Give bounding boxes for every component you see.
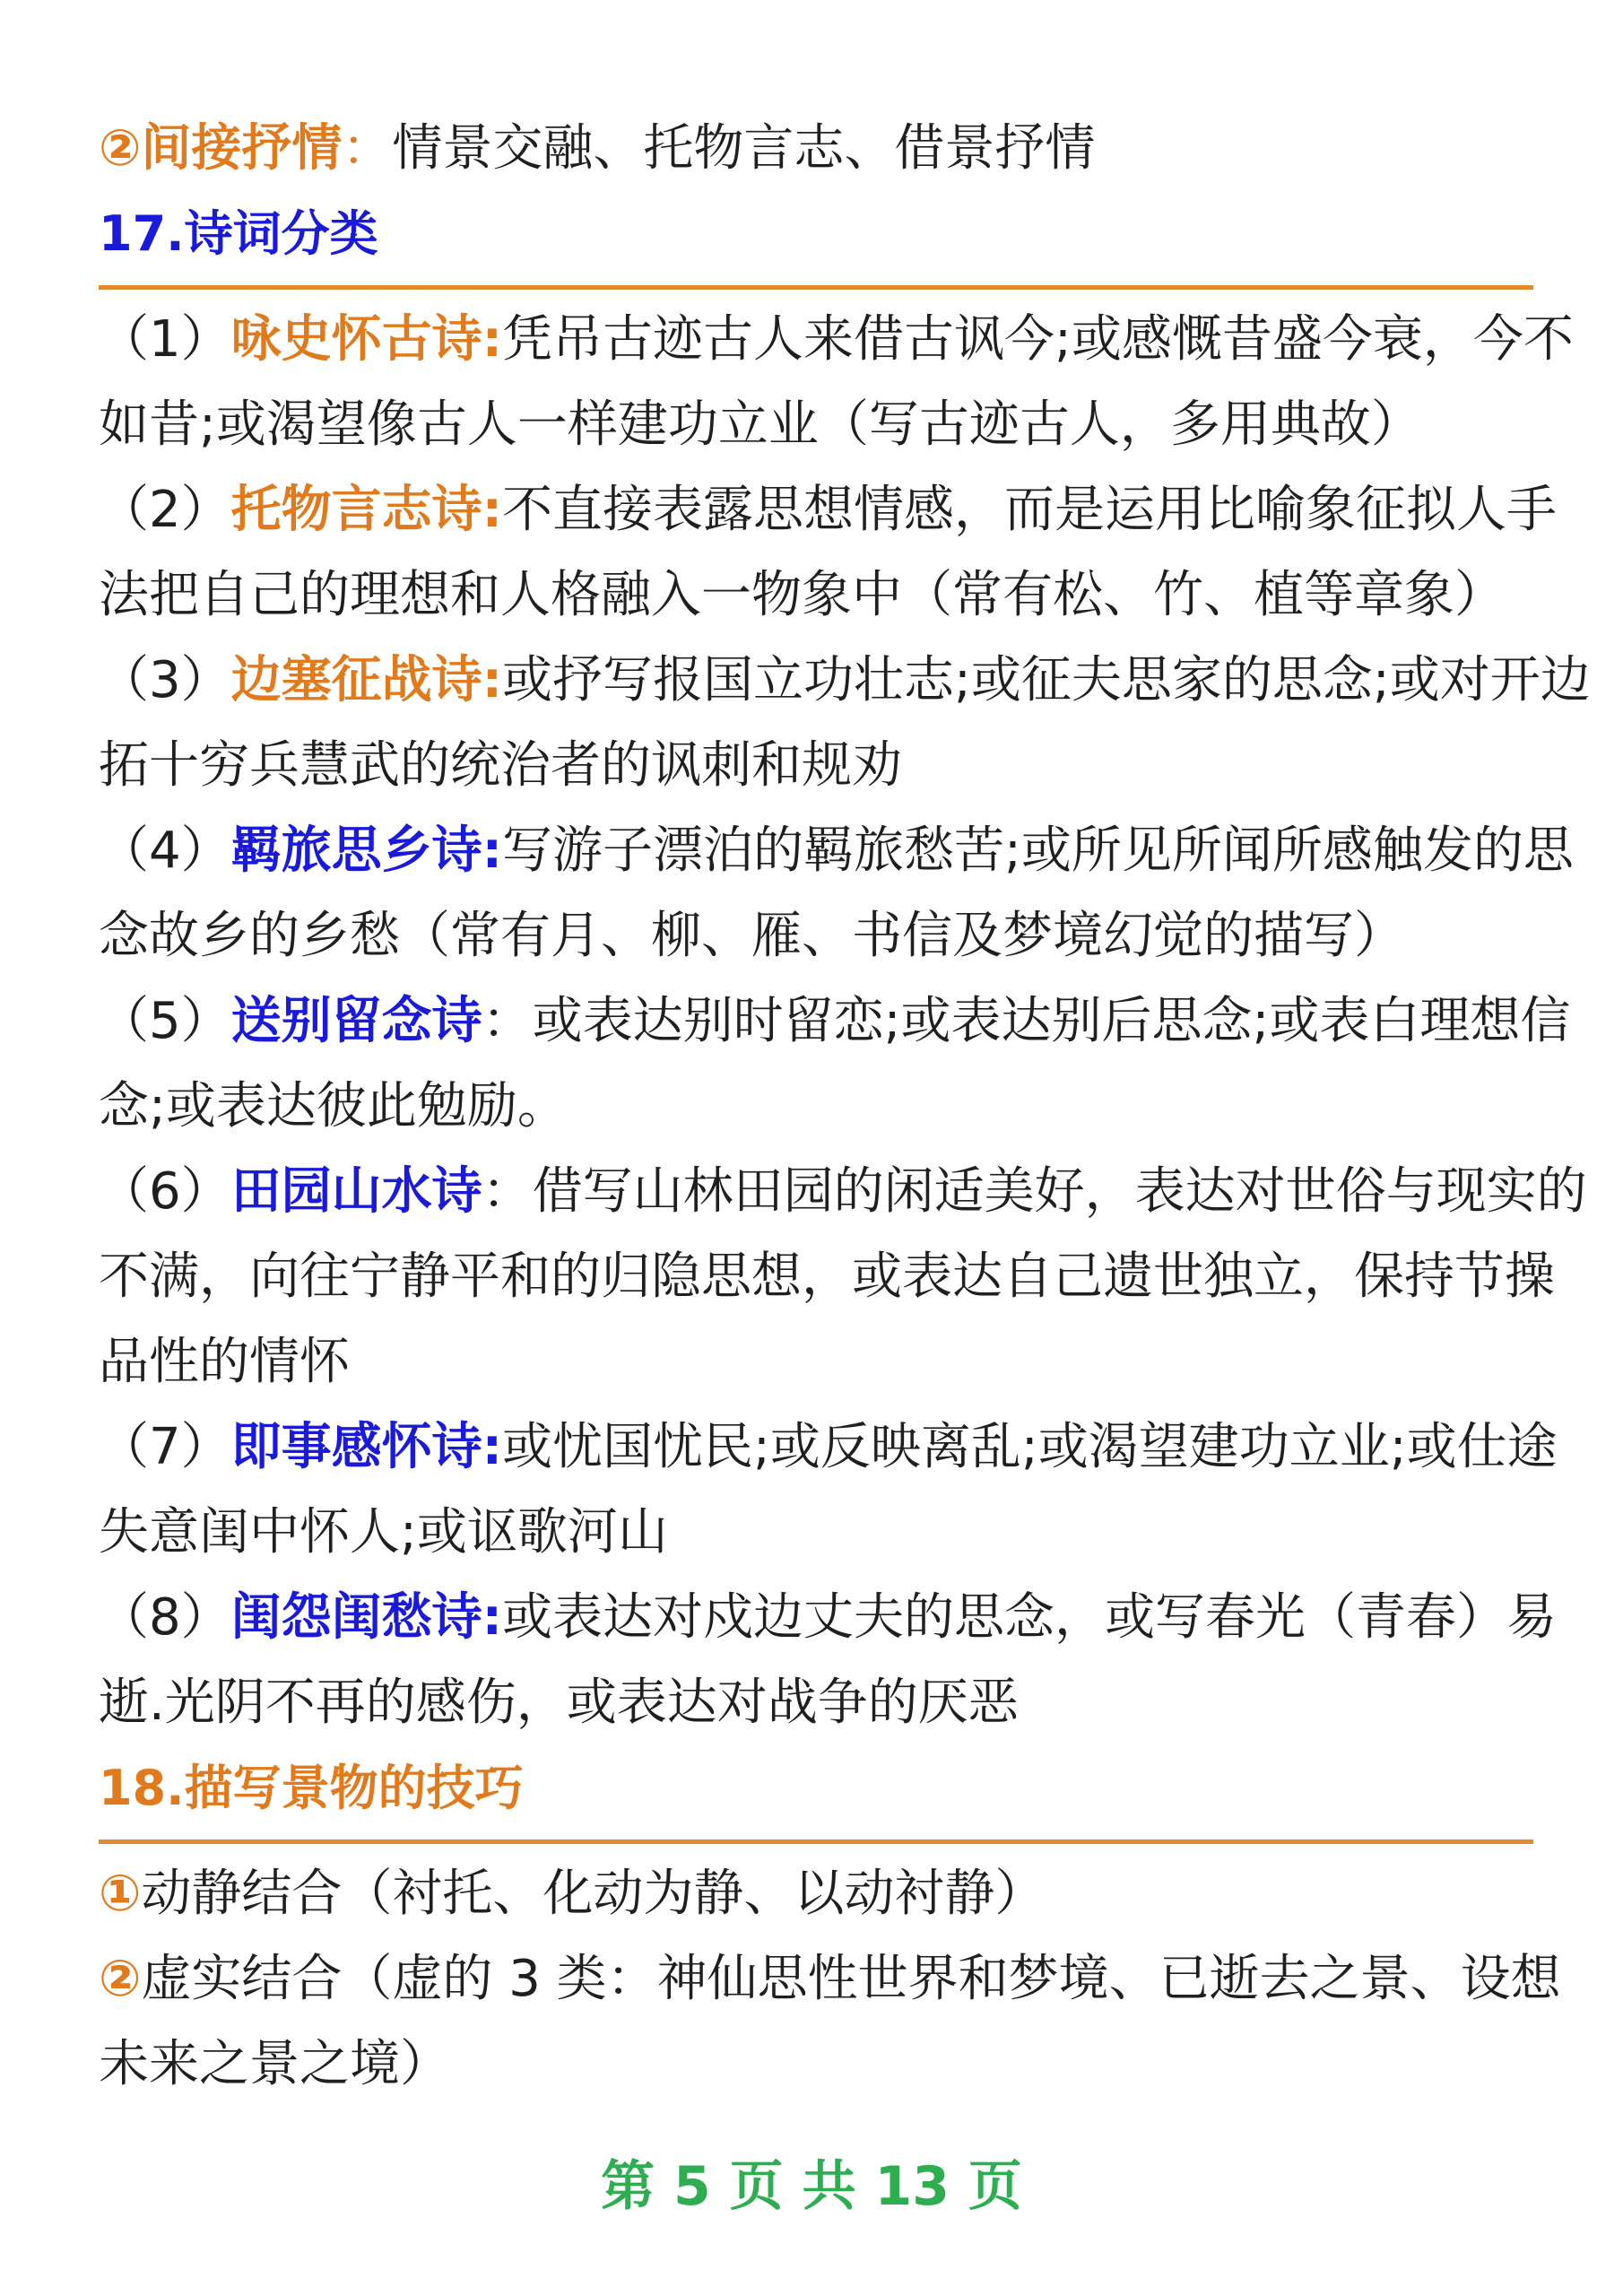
category-description-continued: 念故乡的乡愁（常有月、柳、雁、书信及梦境幻觉的描写） — [99, 907, 1404, 965]
category-description-continued: 如昔;或渴望像古人一样建功立业（写古迹古人，多用典故） — [99, 396, 1421, 454]
item-number: （8） — [99, 1588, 231, 1647]
technique-line — [99, 2022, 1533, 2107]
category-term: 闺怨闺愁诗: — [230, 1588, 503, 1647]
category-item-line — [99, 1149, 1587, 1234]
category-term: 羁旅思乡诗: — [230, 822, 503, 880]
technique-marker: ② — [99, 1950, 142, 2008]
category-description-continued: 逝.光阴不再的感伤，或表达对战争的厌恶 — [99, 1674, 1019, 1732]
category-description: 写游子漂泊的羁旅愁苦;或所见所闻所感触发的思 — [502, 822, 1574, 880]
technique-text: 动静结合（衬托、化动为静、以动衬静） — [141, 1865, 1046, 1923]
category-term: 田园山水诗 — [230, 1162, 482, 1221]
category-description: 或表达对戍边丈夫的思念，或写春光（青春）易 — [502, 1588, 1558, 1647]
category-item-line — [99, 297, 1574, 382]
item-number: （1） — [99, 310, 231, 369]
category-item-line — [99, 978, 1571, 1064]
category-description: 或忧国忧民;或反映离乱;或渴望建功立业;或仕途 — [502, 1418, 1558, 1476]
category-term: 送别留念诗 — [230, 992, 482, 1050]
category-description: ：或表达别时留恋;或表达别后思念;或表白理想信 — [482, 992, 1571, 1050]
category-term: 咏史怀古诗: — [230, 310, 503, 369]
page-number-footer: 第 5 页 共 13 页 — [601, 2155, 1022, 2218]
category-description-continued: 不满，向往宁静平和的归隐思想，或表达自己遗世独立，保持节操 — [99, 1248, 1555, 1306]
intro-text: 情景交融、托物言志、借景抒情 — [392, 119, 1096, 178]
technique-line — [99, 1851, 1533, 1936]
item-number: （4） — [99, 822, 231, 880]
technique-line — [99, 1936, 1561, 2022]
category-description-continued: 法把自己的理想和人格融入一物象中（常有松、竹、植等章象） — [99, 566, 1505, 624]
item-number: （2） — [99, 481, 231, 539]
category-description-continued: 品性的情怀 — [99, 1333, 350, 1391]
category-item-line — [99, 1405, 1558, 1490]
category-description: 凭吊古迹古人来借古讽今;或感慨昔盛今衰，今不 — [502, 310, 1574, 369]
technique-text: 未来之景之境） — [99, 2035, 450, 2093]
scenery-technique-list — [99, 1851, 1561, 2107]
category-description: ：借写山林田园的闲适美好，表达对世俗与现实的 — [482, 1162, 1587, 1221]
poetry-category-list — [99, 297, 1591, 1745]
category-description-continued: 失意闺中怀人;或讴歌河山 — [99, 1503, 668, 1561]
item-number: （6） — [99, 1162, 231, 1221]
section-18-heading: 18.描写景物的技巧 — [99, 1760, 524, 1816]
section-18-divider — [99, 1839, 1533, 1844]
intro-separator: ： — [342, 119, 393, 178]
technique-text: 虚实结合（虚的 3 类：神仙思性世界和梦境、已逝去之景、设想 — [141, 1950, 1561, 2008]
intro-term: 间接抒情 — [141, 119, 343, 178]
document-page — [99, 106, 1591, 2107]
category-item-line — [99, 808, 1574, 893]
item-number: （3） — [99, 651, 231, 709]
category-description: 或抒写报国立功壮志;或征夫思家的思念;或对开边 — [502, 651, 1591, 709]
indirect-lyric-line — [99, 106, 1533, 191]
category-term: 即事感怀诗: — [230, 1418, 503, 1476]
category-description-continued: 拓十穷兵慧武的统治者的讽刺和规劝 — [99, 736, 902, 795]
item-number: （5） — [99, 992, 231, 1050]
category-item-line — [99, 638, 1591, 723]
category-term: 边塞征战诗: — [230, 651, 503, 709]
section-17-divider — [99, 285, 1533, 290]
section-17-heading: 17.诗词分类 — [99, 205, 378, 262]
technique-marker: ① — [99, 1865, 142, 1923]
category-item-line — [99, 467, 1558, 552]
category-item-line — [99, 1575, 1558, 1660]
category-description-continued: 念;或表达彼此勉励。 — [99, 1077, 568, 1135]
category-description: 不直接表露思想情感，而是运用比喻象征拟人手 — [502, 481, 1558, 539]
category-term: 托物言志诗: — [230, 481, 503, 539]
intro-marker: ② — [99, 119, 142, 178]
item-number: （7） — [99, 1418, 231, 1476]
